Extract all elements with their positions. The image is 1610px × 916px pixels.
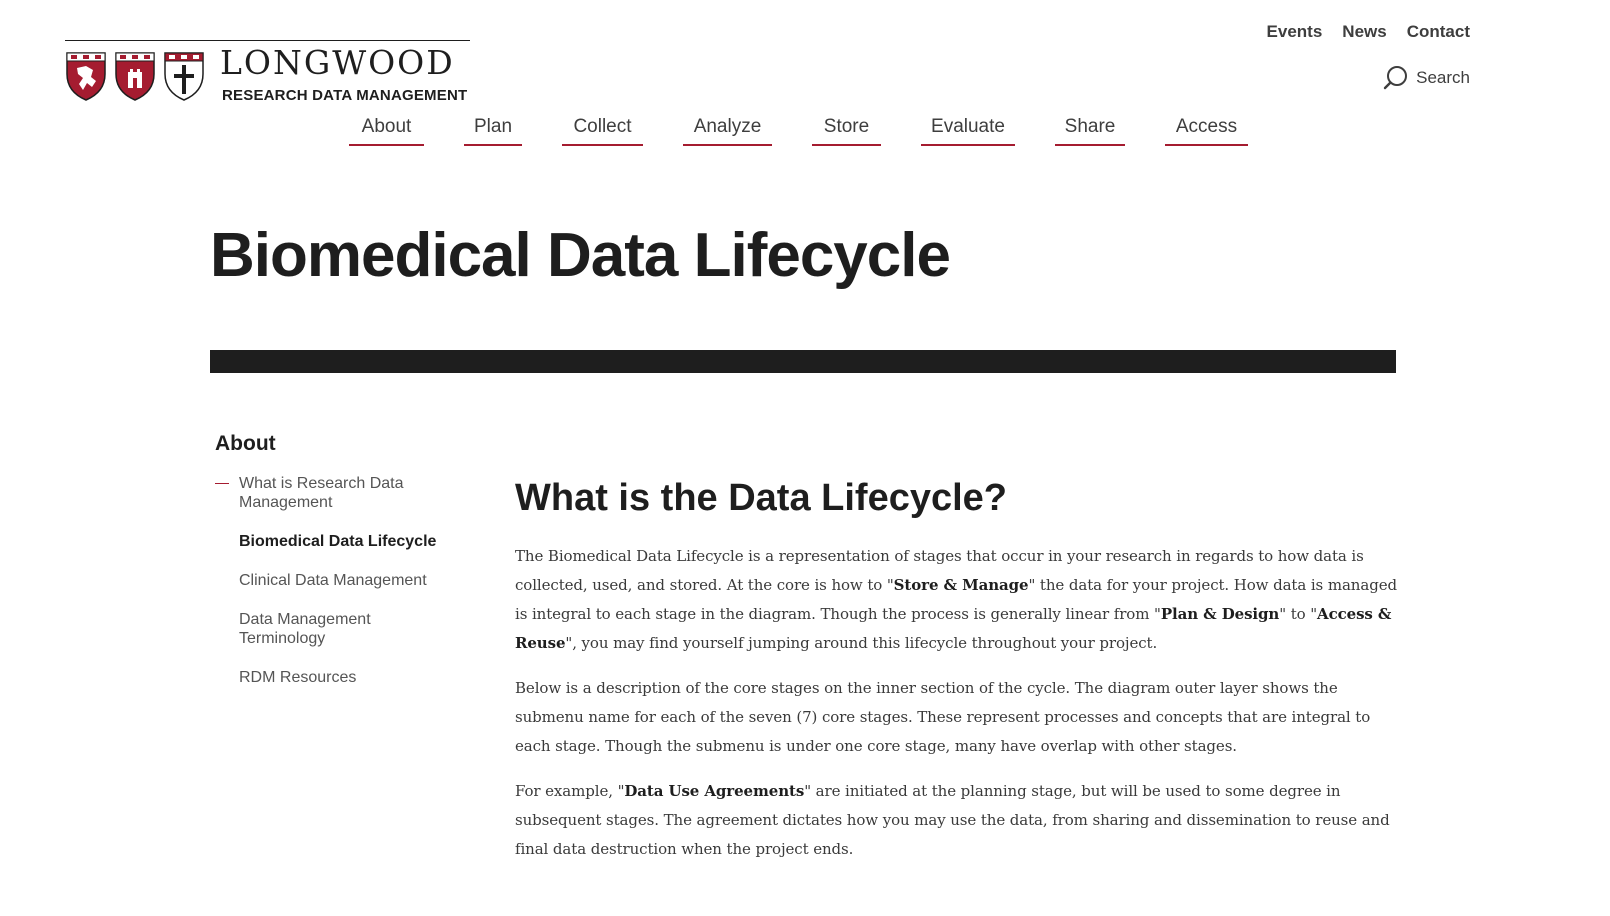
page-title: Biomedical Data Lifecycle <box>210 221 950 290</box>
article-content <box>515 478 1400 880</box>
text-run: " are initiated at the planning stage, but will be used to some degree in subsequent stages. The agreement dictates how you may use the data, from sharing and dissemination to reuse and final data destruction when the project ends. <box>515 781 1390 858</box>
section-sidebar <box>215 432 455 707</box>
nav-plan[interactable]: Plan <box>464 116 522 146</box>
sidebar-item-rdm-resources[interactable] <box>215 668 455 687</box>
sidebar-item-label: Clinical Data Management <box>239 572 427 589</box>
sidebar-heading[interactable]: About <box>215 432 276 455</box>
current-marker <box>215 483 229 484</box>
shield-lion-icon <box>65 50 107 102</box>
site-logo[interactable] <box>65 40 470 106</box>
nav-analyze[interactable]: Analyze <box>683 116 772 146</box>
bold-term: Access & Reuse <box>515 604 1392 652</box>
sidebar-item-label: What is Research Data Management <box>239 475 404 511</box>
title-divider-bar <box>210 350 1396 373</box>
sidebar-item-label: RDM Resources <box>239 669 357 686</box>
bold-term: Store & Manage <box>893 575 1029 594</box>
sidebar-item-data-management-terminology[interactable] <box>215 610 455 648</box>
nav-store[interactable]: Store <box>812 116 881 146</box>
text-run: " the data for your project. How data is managed is integral to each stage in the diagram. Though the process is generally linear from " <box>515 575 1397 623</box>
nav-evaluate[interactable]: Evaluate <box>921 116 1015 146</box>
search-button[interactable] <box>1382 64 1470 92</box>
nav-about[interactable]: About <box>349 116 424 146</box>
article-paragraph-2: Below is a description of the core stages on the inner section of the cycle. The diagram outer layer shows the submenu name for each of the seven (7) core stages. These represent processes and concepts that are integral to each stage. Though the submenu is under one core stage, many have overlap with other stages. <box>515 678 1371 755</box>
util-link-news[interactable]: News <box>1342 22 1387 41</box>
logo-rule <box>65 40 470 41</box>
sidebar-item-label: Biomedical Data Lifecycle <box>239 533 437 550</box>
article-paragraph-3 <box>515 777 1400 864</box>
nav-share[interactable]: Share <box>1055 116 1125 146</box>
main-nav <box>0 116 1610 150</box>
sidebar-list <box>215 474 455 687</box>
text-run: The Biomedical Data Lifecycle is a representation of stages that occur in your research in regards to how data is collected, used, and stored. At the core is how to " <box>515 546 1364 594</box>
nav-collect[interactable]: Collect <box>562 116 643 146</box>
utility-nav <box>1267 22 1470 42</box>
text-run: " to " <box>1279 604 1318 623</box>
nav-access[interactable]: Access <box>1165 116 1248 146</box>
util-link-events[interactable]: Events <box>1266 22 1323 41</box>
search-icon <box>1382 64 1410 92</box>
text-run: ", you may find yourself jumping around this lifecycle throughout your project. <box>565 633 1158 652</box>
text-run: For example, " <box>515 781 625 800</box>
logo-shields <box>65 50 205 102</box>
sidebar-item-clinical-data-management[interactable] <box>215 571 455 590</box>
bold-term: Data Use Agreements <box>624 781 805 800</box>
util-link-contact[interactable]: Contact <box>1406 22 1470 41</box>
article-heading: What is the Data Lifecycle? <box>515 477 1008 519</box>
shield-tower-icon <box>114 50 156 102</box>
sidebar-item-biomedical-data-lifecycle[interactable] <box>215 532 455 551</box>
sidebar-item-what-is-rdm[interactable] <box>215 474 455 512</box>
logo-title: LONGWOOD <box>220 43 455 82</box>
article-paragraph-1 <box>515 542 1400 658</box>
shield-cross-icon <box>163 50 205 102</box>
search-label: Search <box>1416 68 1470 87</box>
logo-subtitle: RESEARCH DATA MANAGEMENT <box>222 87 468 104</box>
bold-term: Plan & Design <box>1160 604 1280 623</box>
sidebar-item-label: Data Management Terminology <box>239 611 371 647</box>
